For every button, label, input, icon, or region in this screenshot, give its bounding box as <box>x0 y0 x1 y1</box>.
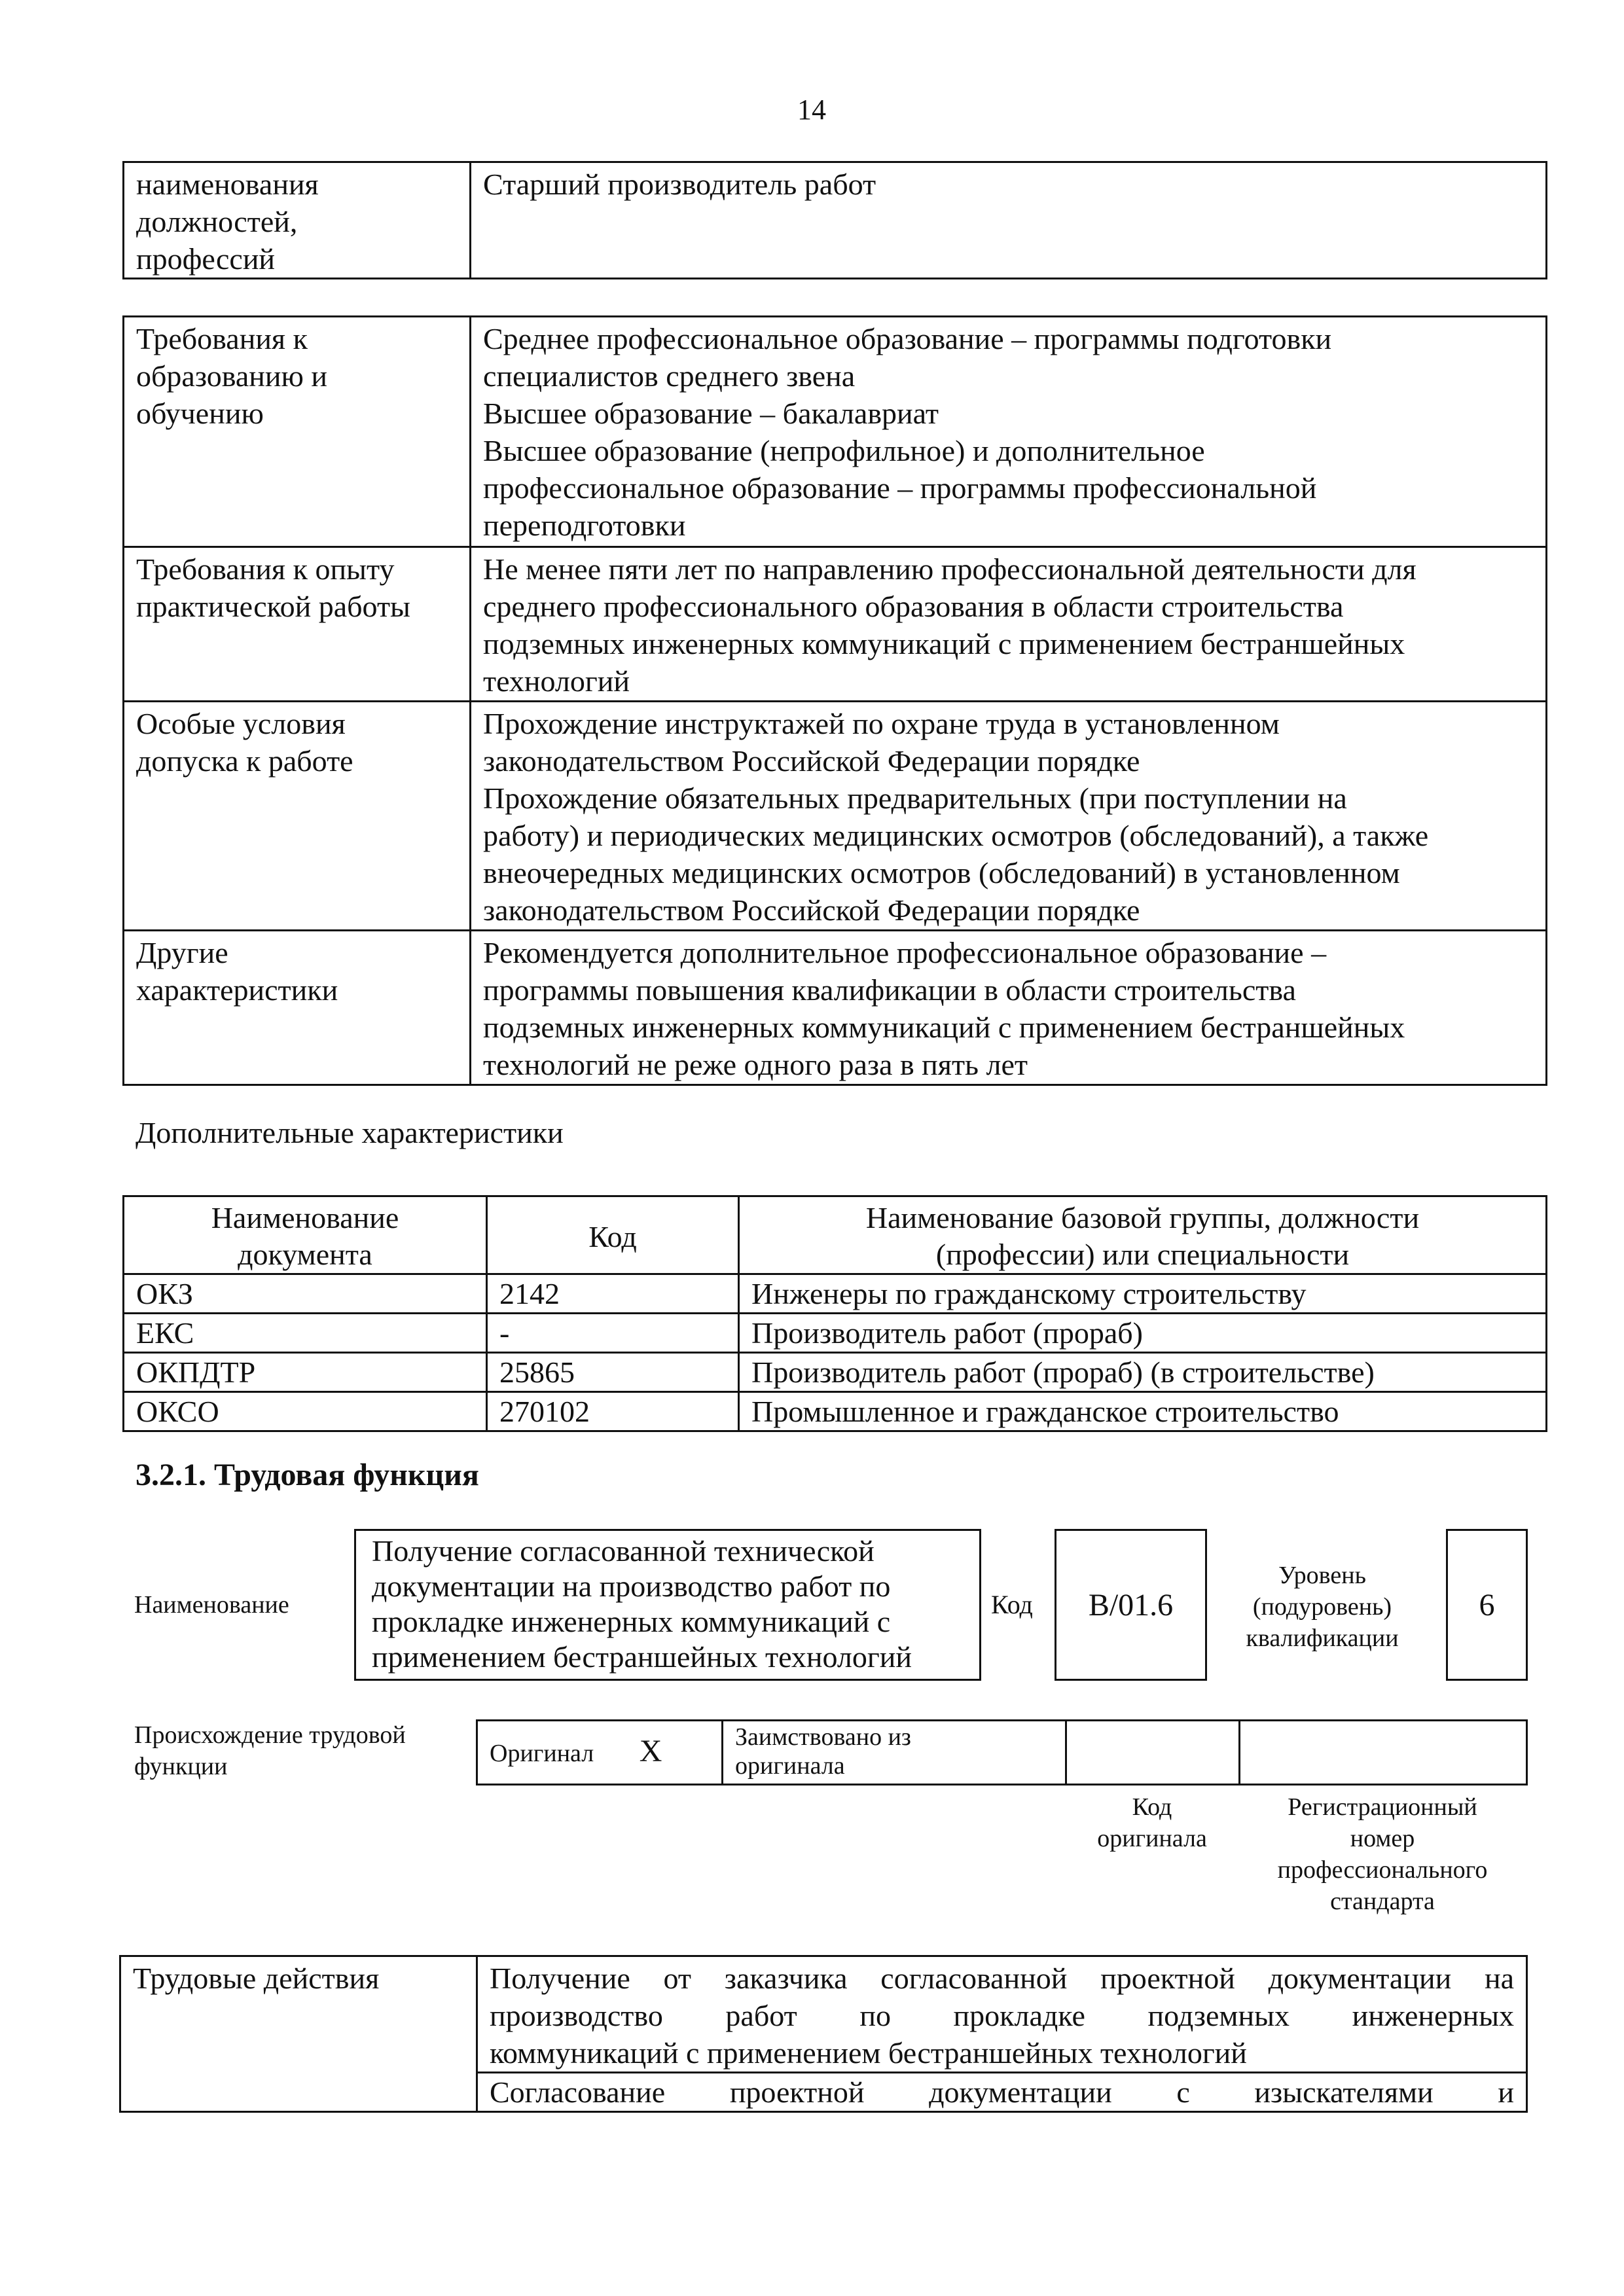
qualification-level-box: 6 <box>1446 1529 1528 1681</box>
positions-table <box>122 161 1547 279</box>
labour-actions-table <box>119 1955 1528 2113</box>
labour-actions-label: Трудовые действия <box>120 1956 477 2112</box>
origin-code-cell <box>1066 1721 1240 1785</box>
function-code-label: Код <box>991 1590 1033 1619</box>
table-row: ОКЗ 2142 Инженеры по гражданскому строительству <box>124 1274 1547 1314</box>
positions-value-cell: Старший производитель работ <box>471 162 1547 279</box>
function-code-box: В/01.6 <box>1055 1529 1207 1681</box>
origin-original-cell: Оригинал X <box>477 1721 723 1785</box>
positions-label-cell: наименования должностей, профессий <box>124 162 471 279</box>
requirements-row-experience: Требования к опыту практической работы Не менее пяти лет по направлению профессиональной деятельности для среднего профессионального образования в области строительства подземных инженерных коммуникаций с применением бестраншейных технологий <box>124 547 1547 702</box>
requirements-row-special-conditions: Особые условия допуска к работе Прохождение инструктажей по охране труда в установленном законодательством Российской Федерации порядке Прохождение обязательных предварительных (при поступлении на работу) и периодических медицинских осмотров (обследований), а также внеочередных медицинских осмотров (обследований) в установленном законодательством Российской Федерации порядке <box>124 702 1547 931</box>
table-row: Согласование проектной документации с изыскателями и <box>120 2073 1527 2112</box>
table-row: Трудовые действия Получение от заказчика согласованной проектной документации на производство работ по прокладке подземных инженерных коммуникаций с применением бестраншейных технологий <box>120 1956 1527 2073</box>
requirements-table <box>122 315 1547 1086</box>
extra-characteristics-table <box>122 1195 1547 1432</box>
requirements-row-other: Другие характеристики Рекомендуется дополнительное профессиональное образование – программы повышения квалификации в области строительства подземных инженерных коммуникаций с применением бестраншейных технологий не реже одного раза в пять лет <box>124 931 1547 1085</box>
origin-label: Происхождение трудовой функции <box>134 1721 406 1780</box>
origin-table <box>476 1719 1528 1785</box>
extra-header-row: Наименование документа Код Наименование базовой группы, должности (профессии) или специальности <box>124 1196 1547 1274</box>
requirements-row-education: Требования к образованию и обучению Среднее профессиональное образование – программы подготовки специалистов среднего звена Высшее образование – бакалавриат Высшее образование (непрофильное) и дополнительное профессиональное образование – программы профессиональной переподготовки <box>124 317 1547 547</box>
origin-reg-number-cell <box>1240 1721 1527 1785</box>
extra-heading: Дополнительные характеристики <box>135 1116 564 1149</box>
origin-reg-caption: Регистрационный номер профессионального стандарта <box>1277 1793 1488 1915</box>
function-name-box: Получение согласованной технической документации на производство работ по прокладке инженерных коммуникаций с применением бестраншейных технологий <box>354 1529 981 1681</box>
table-row: ЕКС - Производитель работ (прораб) <box>124 1314 1547 1353</box>
table-row: ОКПДТР 25865 Производитель работ (прораб) (в строительстве) <box>124 1353 1547 1392</box>
origin-borrowed-cell: Заимствовано из оригинала <box>723 1721 1066 1785</box>
original-mark: X <box>639 1734 662 1768</box>
table-row: ОКСО 270102 Промышленное и гражданское строительство <box>124 1392 1547 1431</box>
qualification-level-label: Уровень (подуровень) квалификации <box>1246 1562 1399 1652</box>
function-name-label: Наименование <box>134 1591 289 1619</box>
section-title: 3.2.1. Трудовая функция <box>135 1458 479 1492</box>
page-number: 14 <box>797 94 826 126</box>
origin-code-caption: Код оригинала <box>1097 1793 1207 1852</box>
